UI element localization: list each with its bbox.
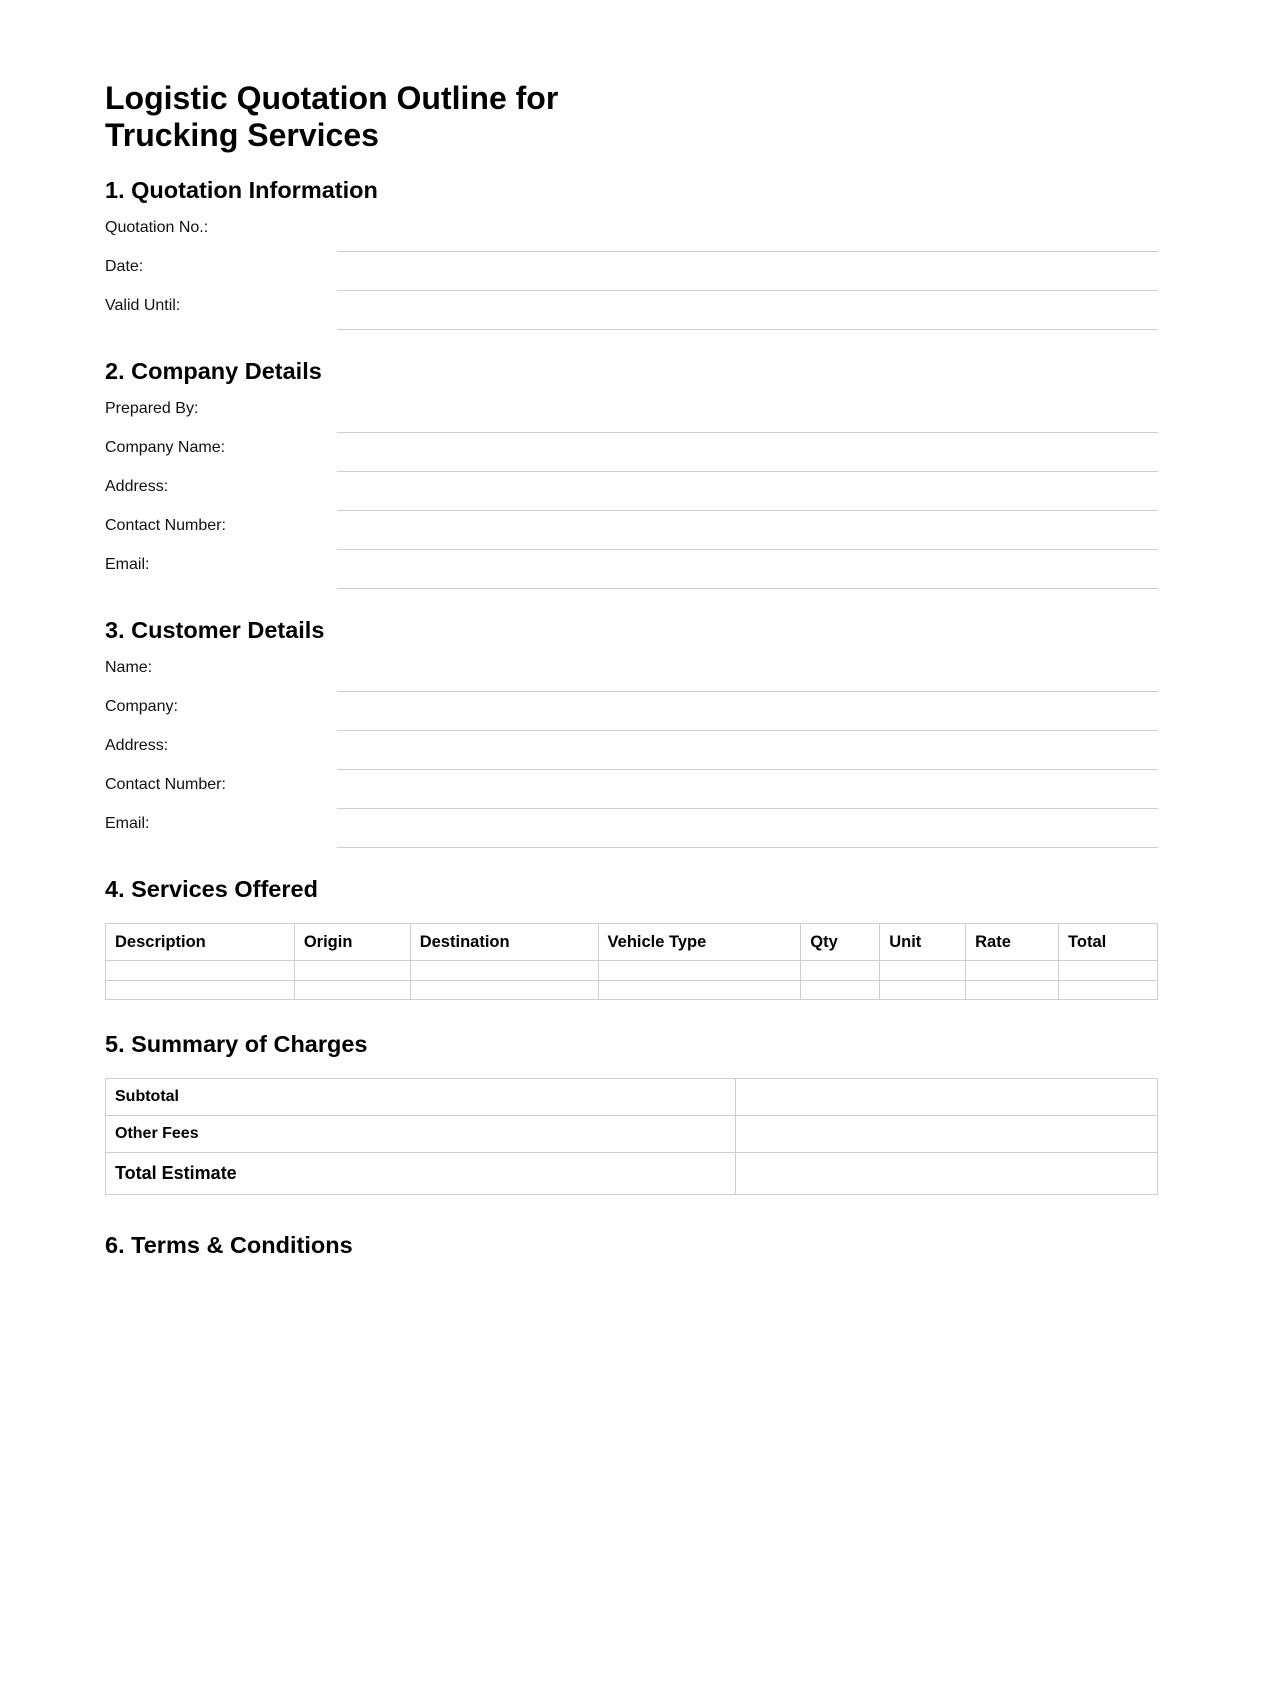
quotation-no-input[interactable] bbox=[337, 231, 1158, 252]
date-input[interactable] bbox=[337, 270, 1158, 291]
section-services-offered bbox=[105, 875, 1158, 1000]
summary-row-total-estimate bbox=[106, 1153, 1158, 1195]
field-label: Contact Number: bbox=[105, 517, 226, 534]
customer-name-input[interactable] bbox=[337, 671, 1158, 692]
company-contact-number-input[interactable] bbox=[337, 529, 1158, 550]
company-name-input[interactable] bbox=[337, 451, 1158, 472]
total-estimate-value[interactable] bbox=[736, 1153, 1158, 1195]
section-quotation-information bbox=[105, 176, 1158, 329]
summary-row-other-fees bbox=[106, 1116, 1158, 1153]
customer-contact-number-input[interactable] bbox=[337, 788, 1158, 809]
table-cell-total[interactable] bbox=[1059, 961, 1158, 981]
table-cell-destination[interactable] bbox=[410, 961, 598, 981]
section-summary-of-charges bbox=[105, 1030, 1158, 1195]
table-cell-origin[interactable] bbox=[294, 961, 410, 981]
field-customer-company bbox=[105, 691, 1158, 730]
field-company-name bbox=[105, 432, 1158, 471]
summary-label: Total Estimate bbox=[106, 1153, 736, 1195]
field-label: Company Name: bbox=[105, 439, 226, 456]
field-customer-name bbox=[105, 652, 1158, 691]
section-title: 2. Company Details bbox=[105, 358, 322, 384]
terms-body bbox=[105, 1259, 1158, 1299]
table-cell-rate[interactable] bbox=[966, 961, 1059, 981]
company-address-input[interactable] bbox=[337, 490, 1158, 511]
field-label: Address: bbox=[105, 737, 169, 754]
column-header-destination: Destination bbox=[410, 924, 598, 961]
field-label: Date: bbox=[105, 258, 144, 275]
table-cell-description[interactable] bbox=[106, 980, 295, 1000]
field-prepared-by bbox=[105, 393, 1158, 432]
table-cell-qty[interactable] bbox=[801, 961, 880, 981]
section-title: 6. Terms & Conditions bbox=[105, 1232, 353, 1258]
field-label: Quotation No.: bbox=[105, 219, 209, 236]
section-title: 1. Quotation Information bbox=[105, 177, 378, 203]
table-cell-origin[interactable] bbox=[294, 980, 410, 1000]
section-company-details bbox=[105, 357, 1158, 588]
column-header-rate: Rate bbox=[966, 924, 1059, 961]
summary-label: Subtotal bbox=[106, 1079, 736, 1116]
subtotal-value[interactable] bbox=[736, 1079, 1158, 1116]
services-table bbox=[105, 923, 1158, 1000]
field-label: Email: bbox=[105, 556, 150, 573]
summary-label: Other Fees bbox=[106, 1116, 736, 1153]
table-cell-description[interactable] bbox=[106, 961, 295, 981]
field-quotation-no bbox=[105, 212, 1158, 251]
field-company-address bbox=[105, 471, 1158, 510]
field-company-contact-number bbox=[105, 510, 1158, 549]
section-terms-conditions bbox=[105, 1231, 1158, 1299]
field-customer-email bbox=[105, 808, 1158, 847]
summary-row-subtotal bbox=[106, 1079, 1158, 1116]
table-cell-vehicle-type[interactable] bbox=[598, 980, 801, 1000]
field-customer-contact-number bbox=[105, 769, 1158, 808]
company-email-input[interactable] bbox=[337, 568, 1158, 589]
table-header-row bbox=[106, 924, 1158, 961]
field-label: Company: bbox=[105, 698, 178, 715]
table-cell-qty[interactable] bbox=[801, 980, 880, 1000]
column-header-origin: Origin bbox=[294, 924, 410, 961]
section-title: 5. Summary of Charges bbox=[105, 1031, 368, 1057]
table-cell-destination[interactable] bbox=[410, 980, 598, 1000]
table-cell-unit[interactable] bbox=[880, 980, 966, 1000]
column-header-vehicle-type: Vehicle Type bbox=[598, 924, 801, 961]
table-row bbox=[106, 961, 1158, 981]
field-label: Name: bbox=[105, 659, 153, 676]
field-label: Email: bbox=[105, 815, 150, 832]
section-title: 3. Customer Details bbox=[105, 617, 325, 643]
field-company-email bbox=[105, 549, 1158, 588]
customer-email-input[interactable] bbox=[337, 827, 1158, 848]
column-header-total: Total bbox=[1059, 924, 1158, 961]
table-row bbox=[106, 980, 1158, 1000]
document-title: Logistic Quotation Outline for Trucking Services bbox=[105, 80, 559, 153]
valid-until-input[interactable] bbox=[337, 309, 1158, 330]
field-date bbox=[105, 251, 1158, 290]
summary-table bbox=[105, 1078, 1158, 1195]
column-header-description: Description bbox=[106, 924, 295, 961]
field-label: Contact Number: bbox=[105, 776, 226, 793]
field-customer-address bbox=[105, 730, 1158, 769]
document-page bbox=[105, 80, 1158, 1299]
column-header-qty: Qty bbox=[801, 924, 880, 961]
field-label: Valid Until: bbox=[105, 297, 181, 314]
table-cell-total[interactable] bbox=[1059, 980, 1158, 1000]
section-title: 4. Services Offered bbox=[105, 876, 318, 902]
section-customer-details bbox=[105, 616, 1158, 847]
table-cell-vehicle-type[interactable] bbox=[598, 961, 801, 981]
table-cell-unit[interactable] bbox=[880, 961, 966, 981]
column-header-unit: Unit bbox=[880, 924, 966, 961]
table-cell-rate[interactable] bbox=[966, 980, 1059, 1000]
customer-address-input[interactable] bbox=[337, 749, 1158, 770]
field-label: Address: bbox=[105, 478, 169, 495]
field-label: Prepared By: bbox=[105, 400, 199, 417]
prepared-by-input[interactable] bbox=[337, 412, 1158, 433]
field-valid-until bbox=[105, 290, 1158, 329]
other-fees-value[interactable] bbox=[736, 1116, 1158, 1153]
customer-company-input[interactable] bbox=[337, 710, 1158, 731]
